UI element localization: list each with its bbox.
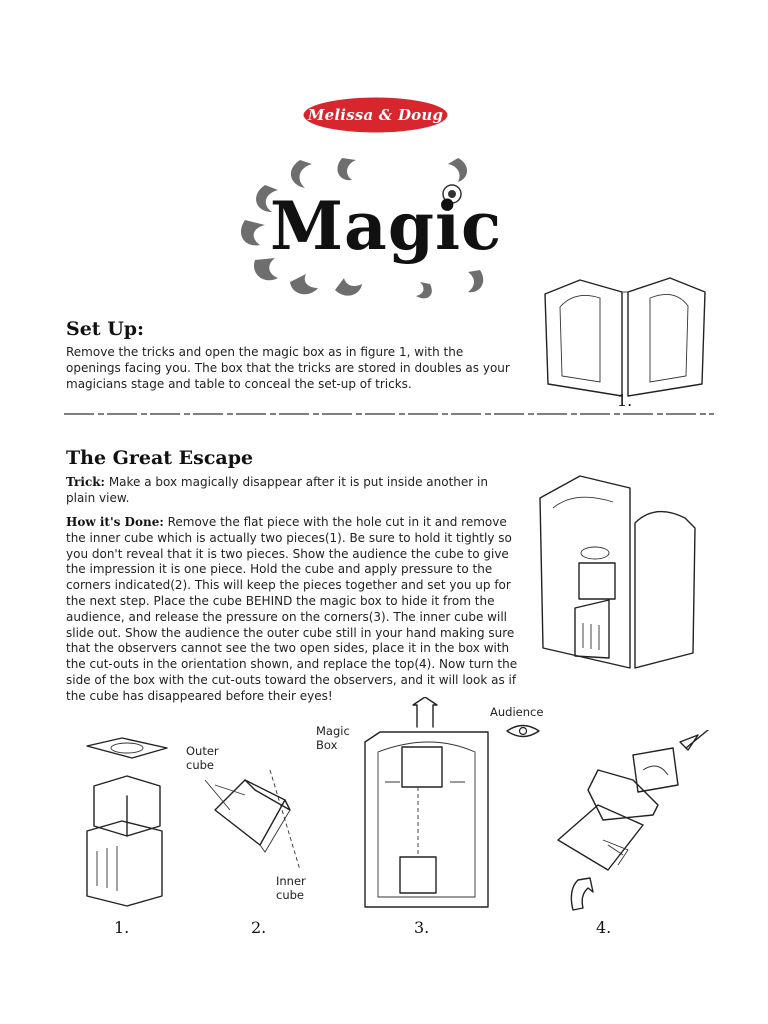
escape-heading: The Great Escape bbox=[66, 447, 254, 469]
diagram-2-tilted-cube bbox=[200, 760, 315, 880]
how-paragraph bbox=[66, 515, 518, 705]
how-label: How it's Done: bbox=[66, 515, 164, 529]
diagram-1-stacked-cube bbox=[82, 736, 177, 911]
magic-box-label: Magic Box bbox=[316, 724, 350, 752]
diagram-label-4: 4. bbox=[596, 918, 612, 937]
inner-cube-label: Inner cube bbox=[276, 874, 306, 902]
brand-logo-text: Melissa & Doug bbox=[307, 106, 444, 124]
trick-paragraph bbox=[66, 475, 518, 507]
diagram-label-3: 3. bbox=[414, 918, 430, 937]
diagram-4-rotated-box bbox=[548, 730, 718, 915]
trick-text: Make a box magically disappear after it is put inside another in plain view. bbox=[66, 475, 488, 505]
diagram-label-1: 1. bbox=[114, 918, 130, 937]
how-text: Remove the flat piece with the hole cut in it and remove the inner cube which is actually two pieces(1). Be sure to hold it tightly so you don't reveal that it is two pieces. Show the audience the cube to give the impression it is one piece. Hold the cube and apply pressure to the corners indicated(2). This will keep the pieces together and set you up for the next step. Place the cube BEHIND the magic box to hide it from the audience, and release the pressure on the corners(3). The inner cube will slide out. Show the audience the outer cube still in your hand making sure that the observers cannot see the two open sides, place it in the box with the cut-outs in the orientation shown, and replace the top(4). Now turn the side of the box with the cut-outs toward the observers, and it will look as if the cube has disappeared before their eyes! bbox=[66, 515, 518, 703]
open-box-figure bbox=[540, 272, 710, 402]
audience-label: Audience bbox=[490, 705, 544, 719]
box-with-cube-figure bbox=[535, 468, 720, 678]
page-title: Magic bbox=[270, 187, 503, 265]
diagram-label-2: 2. bbox=[251, 918, 267, 937]
setup-figure-label: 1. bbox=[617, 391, 633, 410]
trick-label: Trick: bbox=[66, 475, 105, 489]
setup-text: Remove the tricks and open the magic box as in figure 1, with the openings facing you. The box that the tricks are stored in doubles as your magicians stage and table to conceal the set-up of tricks. bbox=[66, 345, 510, 391]
section-divider bbox=[64, 410, 714, 418]
outer-cube-label: Outer cube bbox=[186, 744, 219, 772]
eye-icon bbox=[505, 722, 541, 740]
setup-heading: Set Up: bbox=[66, 318, 145, 340]
diagram-3-magic-box bbox=[360, 697, 500, 912]
